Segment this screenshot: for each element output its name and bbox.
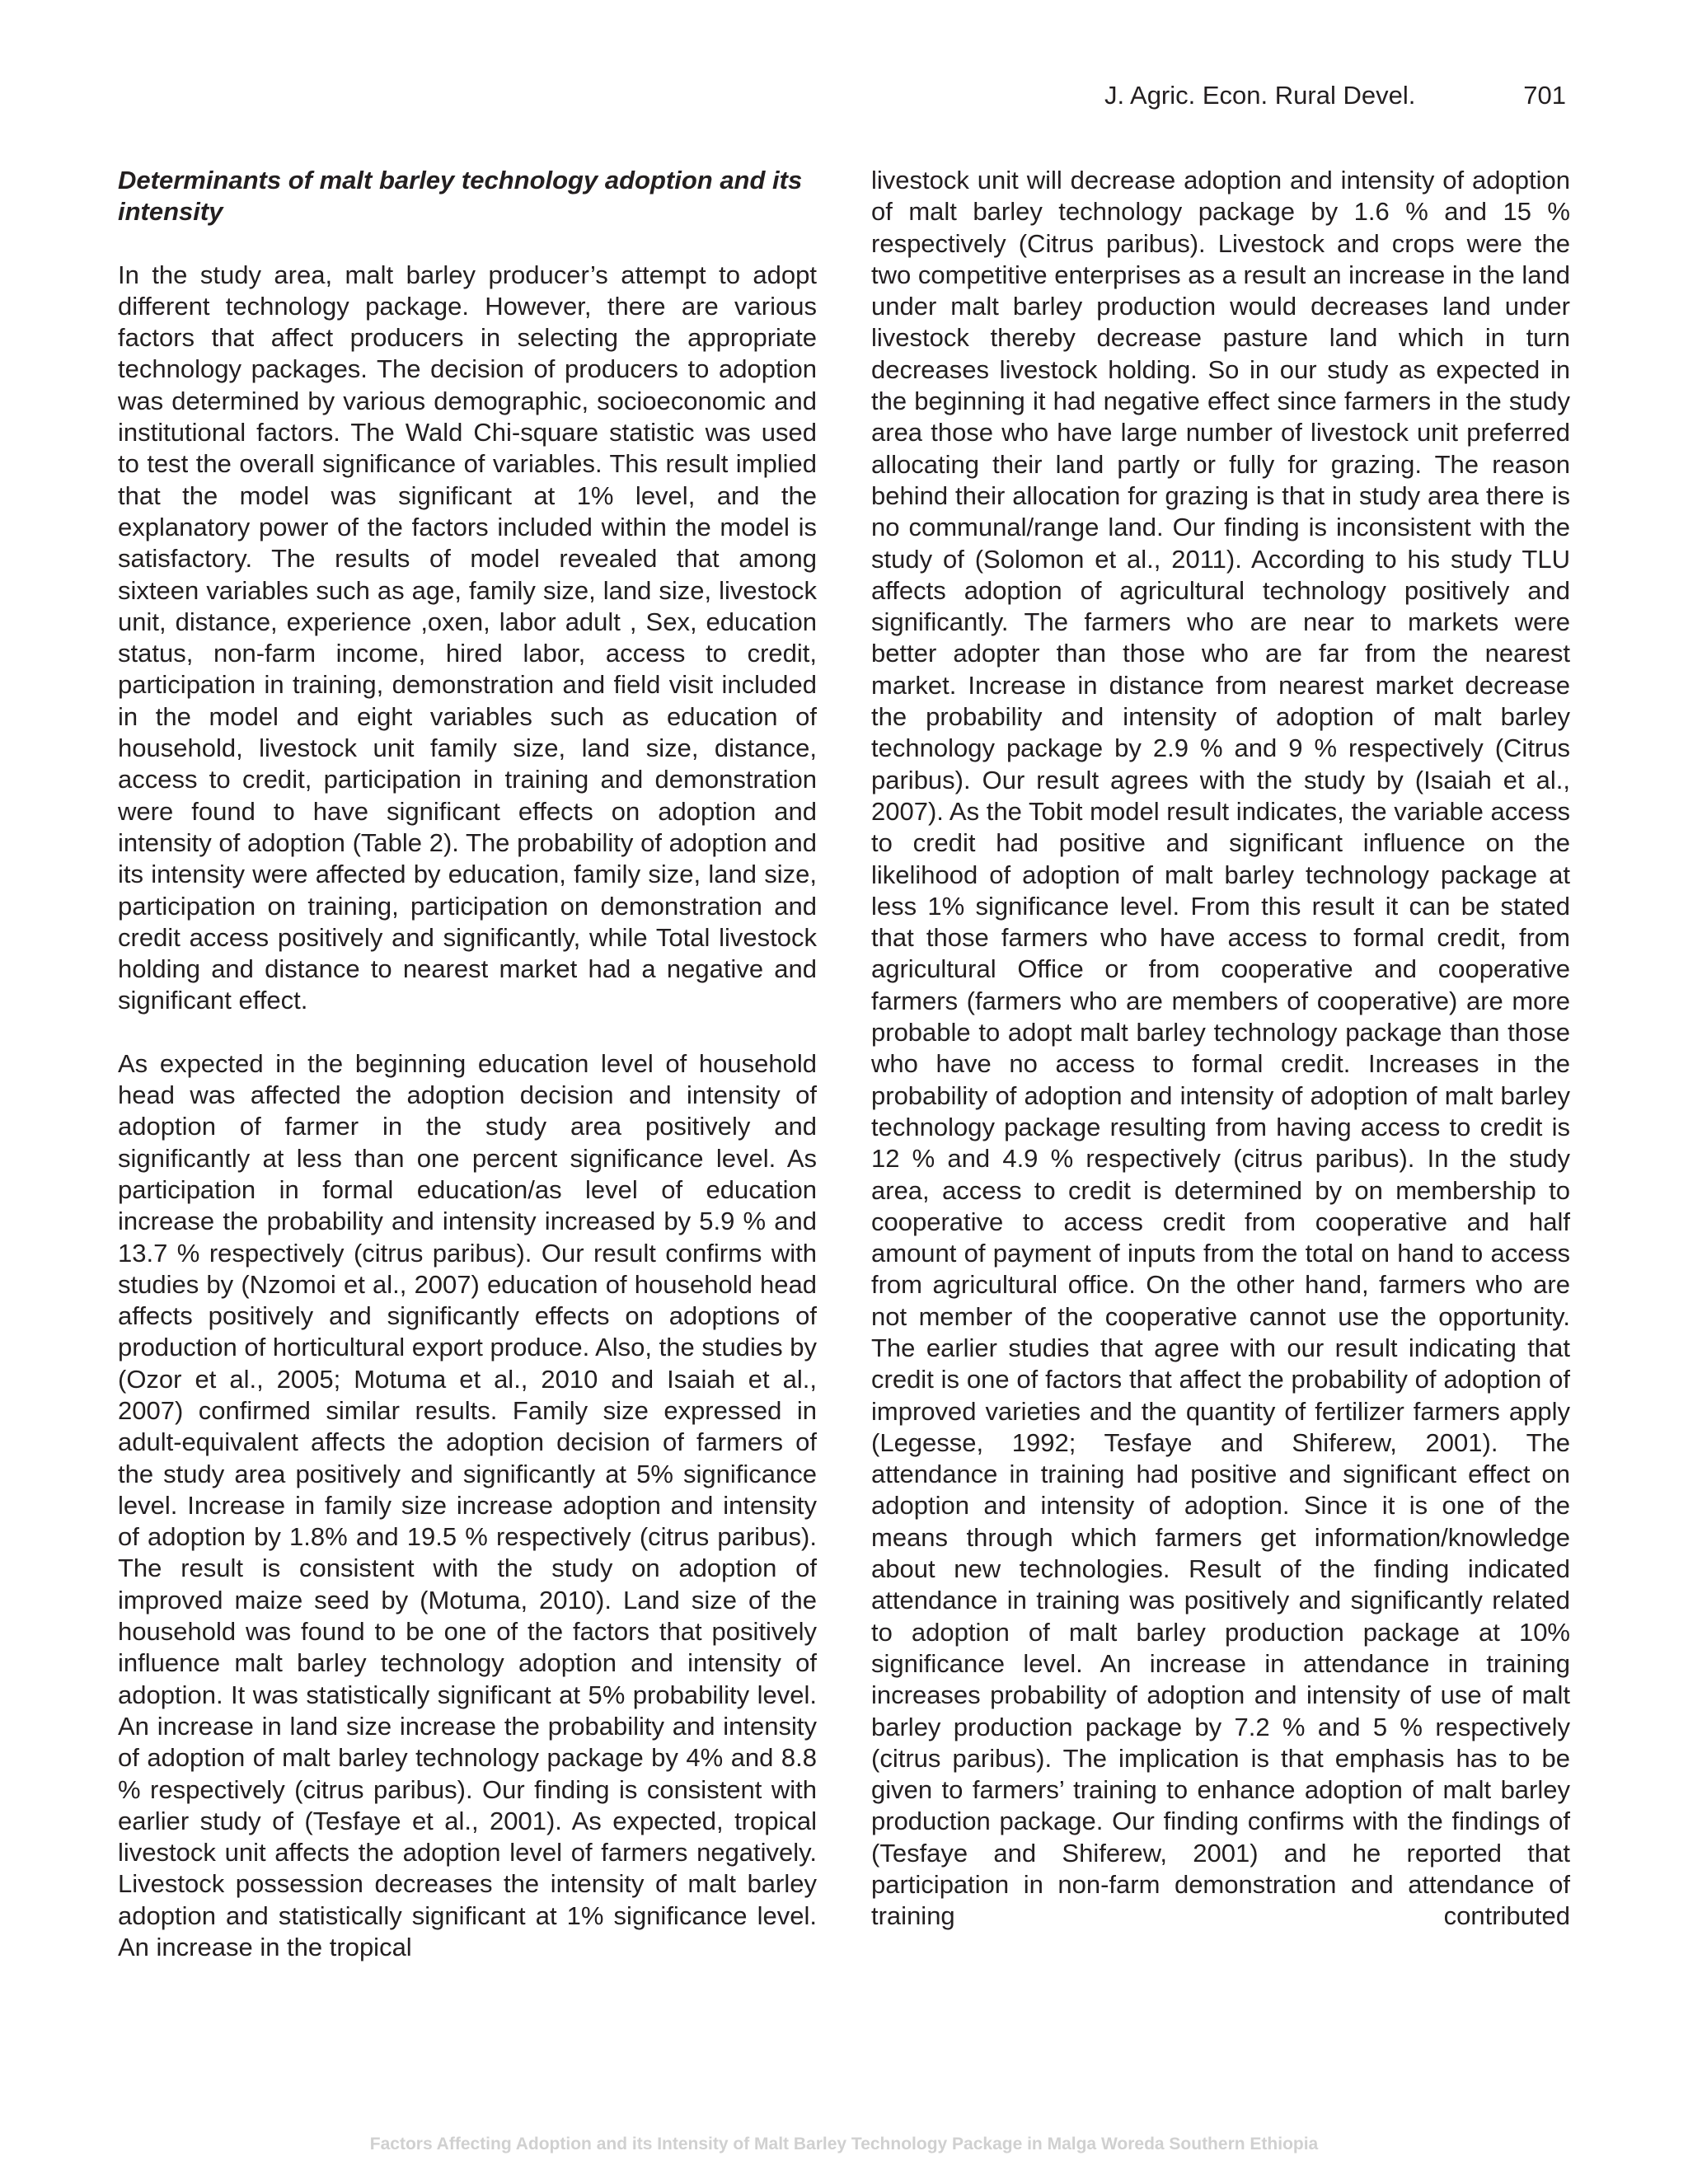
- journal-name: J. Agric. Econ. Rural Devel.: [1104, 81, 1416, 110]
- left-column: [118, 165, 817, 1963]
- body-paragraph: As expected in the beginning education level of household head was affected the adoption decision and intensity of adoption of farmer in the study area positively and significantly at less than one percent significance level. As participation in formal education/as level of education increase the probability and intensity increased by 5.9 % and 13.7 % respectively (citrus paribus). Our result confirms with studies by (Nzomoi et al., 2007) education of household head affects positively and significantly effects on adoptions of production of horticultural export produce. Also, the studies by (Ozor et al., 2005; Motuma et al., 2010 and Isaiah et al., 2007) confirmed similar results. Family size expressed in adult-equivalent affects the adoption decision of farmers of the study area positively and significantly at 5% significance level. Increase in family size increase adoption and intensity of adoption by 1.8% and 19.5 % respectively (citrus paribus). The result is consistent with the study on adoption of improved maize seed by (Motuma, 2010). Land size of the household was found to be one of the factors that positively influence malt barley technology adoption and intensity of adoption. It was statistically significant at 5% probability level. An increase in land size increase the probability and intensity of adoption of malt barley technology package by 4% and 8.8 % respectively (citrus paribus). Our finding is consistent with earlier study of (Tesfaye et al., 2001). As expected, tropical livestock unit affects the adoption level of farmers negatively. Livestock possession decreases the intensity of malt barley adoption and statistically significant at 1% significance level. An increase in the tropical: [118, 1048, 817, 1962]
- body-paragraph: In the study area, malt barley producer’s attempt to adopt different technology package. However, there are various factors that affect producers in selecting the appropriate technology packages. The decision of producers to adoption was determined by various demographic, socioeconomic and institutional factors. The Wald Chi-square statistic was used to test the overall significance of variables. This result implied that the model was significant at 1% level, and the explanatory power of the factors included within the model is satisfactory. The results of model revealed that among sixteen variables such as age, family size, land size, livestock unit, distance, experience ,oxen, labor adult , Sex, education status, non-farm income, hired labor, access to credit, participation in training, demonstration and field visit included in the model and eight variables such as education of household, livestock unit family size, land size, distance, access to credit, participation in training and demonstration were found to have significant effects on adoption and intensity of adoption (Table 2). The probability of adoption and its intensity were affected by education, family size, land size, participation on training, participation on demonstration and credit access positively and significantly, while Total livestock holding and distance to nearest market had a negative and significant effect.: [118, 260, 817, 1015]
- right-column: [871, 165, 1570, 1933]
- section-heading: Determinants of malt barley technology adoption and its intensity: [118, 166, 803, 227]
- page-number: 701: [1523, 81, 1566, 110]
- body-paragraph: livestock unit will decrease adoption and intensity of adoption of malt barley technology package by 1.6 % and 15 % respectively (Citrus paribus). Livestock and crops were the two competitive enterprises as a result an increase in the land under malt barley production would decreases land under livestock thereby decrease pasture land which in turn decreases livestock holding. So in our study as expected in the beginning it had negative effect since farmers in the study area those who have large number of livestock unit preferred allocating their land partly or fully for grazing. The reason behind their allocation for grazing is that in study area there is no communal/range land. Our finding is inconsistent with the study of (Solomon et al., 2011). According to his study TLU affects adoption of agricultural technology positively and significantly. The farmers who are near to markets were better adopter than those who are far from the nearest market. Increase in distance from nearest market decrease the probability and intensity of adoption of malt barley technology package by 2.9 % and 9 % respectively (Citrus paribus). Our result agrees with the study by (Isaiah et al., 2007). As the Tobit model result indicates, the variable access to credit had positive and significant influence on the likelihood of adoption of malt barley technology package at less 1% significance level. From this result it can be stated that those farmers who have access to formal credit, from agricultural Office or from cooperative and cooperative farmers (farmers who are members of cooperative) are more probable to adopt malt barley technology package than those who have no access to formal credit. Increases in the probability of adoption and intensity of adoption of malt barley technology package resulting from having access to credit is 12 % and 4.9 % respectively (citrus paribus). In the study area, access to credit is determined by on membership to cooperative to access credit from cooperative and half amount of payment of inputs from the total on hand to access from agricultural office. On the other hand, farmers who are not member of the cooperative cannot use the opportunity. The earlier studies that agree with our result indicating that credit is one of factors that affect the probability of adoption of improved varieties and the quantity of fertilizer farmers apply (Legesse, 1992; Tesfaye and Shiferew, 2001). The attendance in training had positive and significant effect on adoption and intensity of adoption. Since it is one of the means through which farmers get information/knowledge about new technologies. Result of the finding indicated attendance in training was positively and significantly related to adoption of malt barley production package at 10% significance level. An increase in attendance in training increases probability of adoption and intensity of use of malt barley production package by 7.2 % and 5 % respectively (citrus paribus). The implication is that emphasis has to be given to farmers’ training to enhance adoption of malt barley production package. Our finding confirms with the findings of (Tesfaye and Shiferew, 2001) and he reported that participation in non-farm demonstration and attendance of training contributed: [871, 166, 1570, 1931]
- running-footer: Factors Affecting Adoption and its Intensity of Malt Barley Technology Package in Malga Woreda Southern Ethiopia: [369, 2135, 1319, 2154]
